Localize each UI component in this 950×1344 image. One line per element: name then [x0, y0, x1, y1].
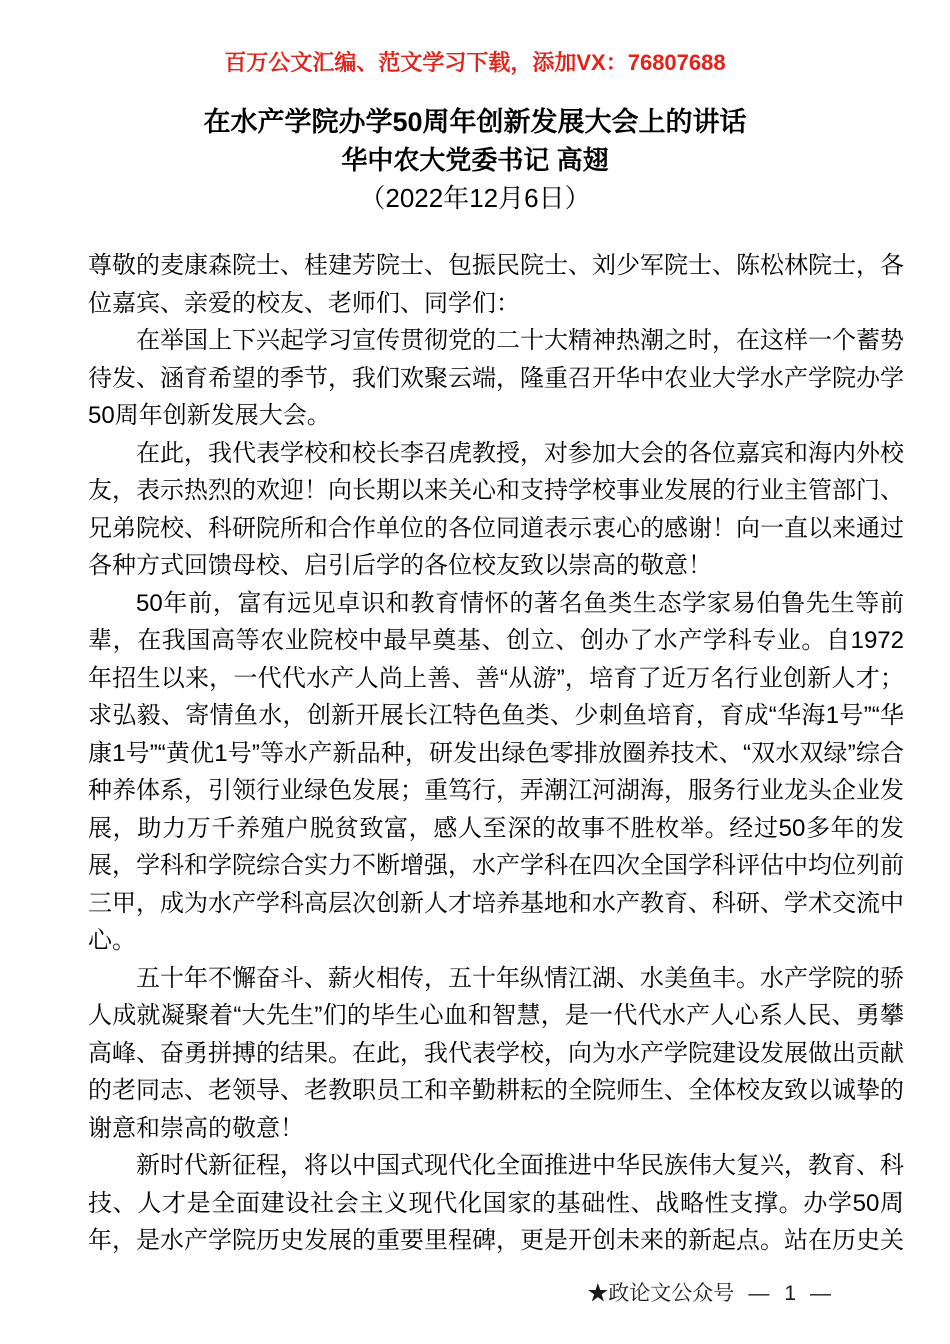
document-author: 华中农大党委书记 高翅: [341, 145, 609, 175]
page-number-left-dash: —: [748, 1282, 771, 1305]
body-paragraph-4: 五十年不懈奋斗、薪火相传，五十年纵情江湖、水美鱼丰。水产学院的骄人成就凝聚着“大先生”们的毕生心血和智慧，是一代代水产人心系人民、勇攀高峰、奋勇拼搏的结果。在此，我代表学校，向为水产学院建设发展做出贡献的老同志、老领导、老教职员工和辛勤耕耘的全院师生、全体校友致以诚挚的谢意和崇高的敬意！: [88, 964, 904, 1142]
page-footer: [587, 1282, 832, 1306]
document-title: 在水产学院办学50周年创新发展大会上的讲话: [203, 107, 747, 137]
watermark-notice: 百万公文汇编、范文学习下载，添加VX：76807688: [224, 50, 726, 75]
document-date: （2022年12月6日）: [359, 183, 591, 213]
salutation-paragraph: 尊敬的麦康森院士、桂建芳院士、包振民院士、刘少军院士、陈松林院士，各位嘉宾、亲爱的校友、老师们、同学们：: [88, 252, 904, 317]
body-paragraph-3: 50年前，富有远见卓识和教育情怀的著名鱼类生态学家易伯鲁先生等前辈，在我国高等农业院校中最早奠基、创立、创办了水产学科专业。自1972年招生以来，一代代水产人尚上善、善“从游”，培育了近万名行业创新人才；求弘毅、寄情鱼水，创新开展长江特色鱼类、少刺鱼培育，育成“华海1号”“华康1号”“黄优1号”等水产新品种，研发出绿色零排放圈养技术、“双水双绿”综合种养体系，引领行业绿色发展；重笃行，弄潮江河湖海，服务行业龙头企业发展，助力万千养殖户脱贫致富，感人至深的故事不胜枚举。经过50多年的发展，学科和学院综合实力不断增强，水产学科在四次全国学科评估中均位列前三甲，成为水产学科高层次创新人才培养基地和水产教育、科研、学术交流中心。: [88, 589, 904, 954]
footer-brand: ★政论文公众号: [587, 1282, 735, 1305]
document-body: [88, 247, 904, 1260]
page-number: 1: [784, 1282, 796, 1305]
body-paragraph-5: 新时代新征程，将以中国式现代化全面推进中华民族伟大复兴，教育、科技、人才是全面建设社会主义现代化国家的基础性、战略性支撑。办学50周年，是水产学院历史发展的重要里程碑，更是开创未来的新起点。站在历史关: [88, 1152, 904, 1254]
body-paragraph-1: 在举国上下兴起学习宣传贯彻党的二十大精神热潮之时，在这样一个蓄势待发、涵育希望的季节，我们欢聚云端，隆重召开华中农业大学水产学院办学50周年创新发展大会。: [88, 327, 904, 429]
body-paragraph-2: 在此，我代表学校和校长李召虎教授，对参加大会的各位嘉宾和海内外校友，表示热烈的欢迎！向长期以来关心和支持学校事业发展的行业主管部门、兄弟院校、科研院所和合作单位的各位同道表示衷心的感谢！向一直以来通过各种方式回馈母校、启引后学的各位校友致以崇高的敬意！: [88, 439, 904, 579]
page-number-right-dash: —: [810, 1282, 832, 1305]
